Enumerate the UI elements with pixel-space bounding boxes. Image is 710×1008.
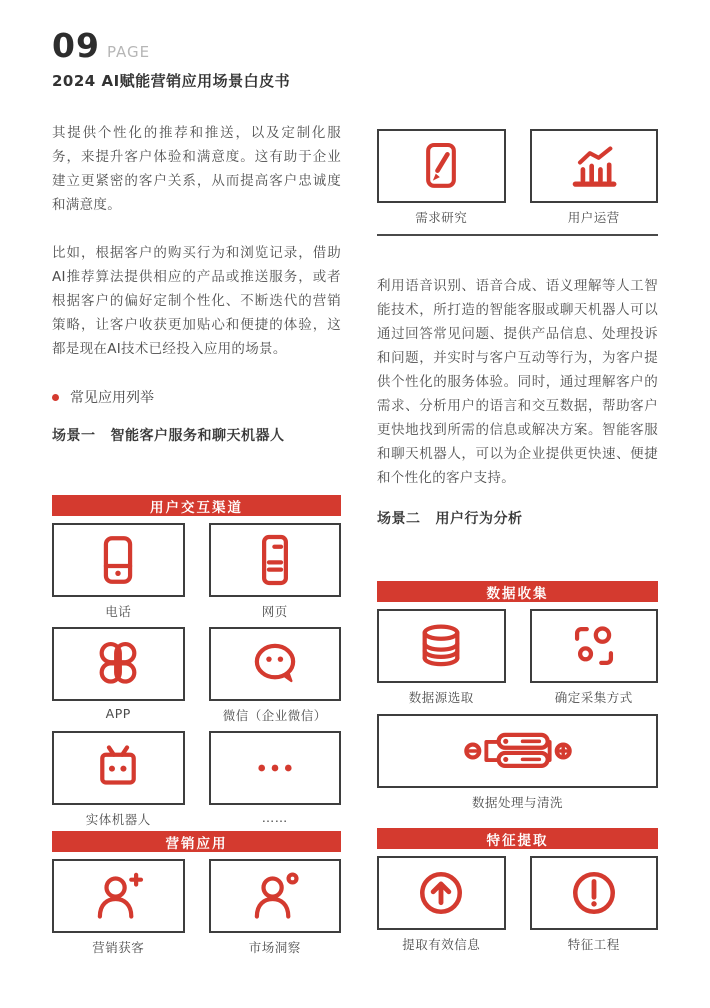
icon-box	[530, 129, 659, 203]
icon-box	[52, 731, 185, 805]
cell-label: 数据处理与清洗	[471, 795, 563, 810]
channel-cell-app	[52, 627, 185, 723]
phone-icon	[89, 531, 147, 589]
icon-box	[52, 627, 185, 701]
database-icon	[412, 617, 470, 675]
scenario-prefix: 场景一	[52, 428, 96, 444]
icon-box	[530, 856, 659, 930]
icon-box	[377, 714, 658, 788]
data-pipeline-icon	[443, 720, 593, 782]
icon-box	[52, 859, 185, 933]
scan-capture-icon	[565, 617, 623, 675]
banner-user-channels: 用户交互渠道	[52, 495, 341, 516]
right-column	[377, 0, 658, 952]
feature-grid	[377, 856, 658, 952]
cell-label: 提取有效信息	[402, 937, 481, 952]
cell-label: 实体机器人	[85, 812, 151, 827]
cell-label: 市场洞察	[248, 940, 301, 955]
top-cell-research	[377, 129, 506, 225]
icon-box	[209, 627, 342, 701]
collection-cell-method	[530, 609, 659, 705]
marketing-cell-insight	[209, 859, 342, 955]
arrow-up-circle-icon	[412, 864, 470, 922]
icon-box	[377, 609, 506, 683]
channels-grid	[52, 523, 341, 827]
wechat-icon	[246, 635, 304, 693]
feature-cell-extract	[377, 856, 506, 952]
cell-label: 网页	[261, 604, 288, 619]
scenario-title: 用户行为分析	[435, 511, 523, 527]
icon-box	[209, 859, 342, 933]
channel-cell-robot	[52, 731, 185, 827]
cell-label: ……	[261, 810, 288, 825]
channel-cell-more	[209, 731, 342, 827]
banner-feature-extraction: 特征提取	[377, 828, 658, 849]
ellipsis-icon	[246, 739, 304, 797]
cell-label: 微信（企业微信）	[222, 708, 327, 723]
exclamation-circle-icon	[565, 864, 623, 922]
paragraph: 利用语音识别、语音合成、语义理解等人工智能技术，所打造的智能客服或聊天机器人可以通过回答常见问题、提供产品信息、处理投诉和问题，并实时与客户互动等行为，为客户提供个性化的服务体验。同时，通过理解客户的需求、分析用户的语言和交互数据，帮助客户更快地找到所需的信息或解决方案。智能客服和聊天机器人，可以为企业提供更快速、便捷和个性化的客户支持。	[377, 278, 658, 486]
person-insight-icon	[246, 867, 304, 925]
icon-box	[209, 523, 342, 597]
channel-cell-web	[209, 523, 342, 619]
banner-marketing-apps: 营销应用	[52, 831, 341, 852]
scenario-title: 智能客户服务和聊天机器人	[110, 428, 285, 444]
collection-cell-source	[377, 609, 506, 705]
icon-box	[377, 129, 506, 203]
person-plus-icon	[89, 867, 147, 925]
cell-label: 用户运营	[567, 210, 620, 225]
collection-grid	[377, 609, 658, 705]
cell-label: APP	[105, 706, 131, 721]
left-column	[52, 0, 341, 955]
pencil-edit-icon	[413, 138, 469, 194]
scenario-prefix: 场景二	[377, 511, 421, 527]
cell-label: 特征工程	[567, 937, 620, 952]
marketing-cell-acquisition	[52, 859, 185, 955]
robot-icon	[89, 739, 147, 797]
icon-box	[530, 609, 659, 683]
top-icons-grid	[377, 129, 658, 225]
webpage-icon	[246, 531, 304, 589]
cell-label: 营销获客	[92, 940, 145, 955]
icon-box	[52, 523, 185, 597]
section-divider	[377, 234, 658, 236]
cell-label: 确定采集方式	[554, 690, 633, 705]
app-grid-icon	[89, 635, 147, 693]
cell-label: 需求研究	[415, 210, 468, 225]
bullet-dot-icon	[52, 394, 59, 401]
paragraph: 其提供个性化的推荐和推送，以及定制化服务，来提升客户体验和满意度。这有助于企业建立更紧密的客户关系，从而提高客户忠诚度和满意度。	[52, 125, 341, 213]
page-word: PAGE	[106, 43, 151, 61]
top-cell-operations	[530, 129, 659, 225]
scenario-2-heading	[377, 508, 658, 526]
icon-box	[209, 731, 342, 805]
banner-data-collection: 数据收集	[377, 581, 658, 602]
channel-cell-phone	[52, 523, 185, 619]
cell-label: 数据源选取	[408, 690, 474, 705]
list-heading-label: 常见应用列举	[70, 390, 154, 406]
paragraph: 比如，根据客户的购买行为和浏览记录，借助AI推荐算法提供相应的产品或推送服务，或者根据客户的偏好定制个性化、不断迭代的营销策略，让客户收获更加贴心和便捷的体验，这都是现在AI技术已经投入应用的场景。	[52, 245, 341, 357]
cell-label: 电话	[105, 604, 132, 619]
marketing-grid	[52, 859, 341, 955]
bar-chart-icon	[566, 138, 622, 194]
channel-cell-wechat	[209, 627, 342, 723]
page-number: 09	[52, 26, 100, 65]
list-heading	[52, 389, 341, 405]
scenario-1-heading	[52, 425, 341, 443]
feature-cell-engineering	[530, 856, 659, 952]
icon-box	[377, 856, 506, 930]
collection-cell-cleaning	[377, 714, 658, 810]
doc-title: 2024 AI赋能营销应用场景白皮书	[52, 72, 291, 90]
